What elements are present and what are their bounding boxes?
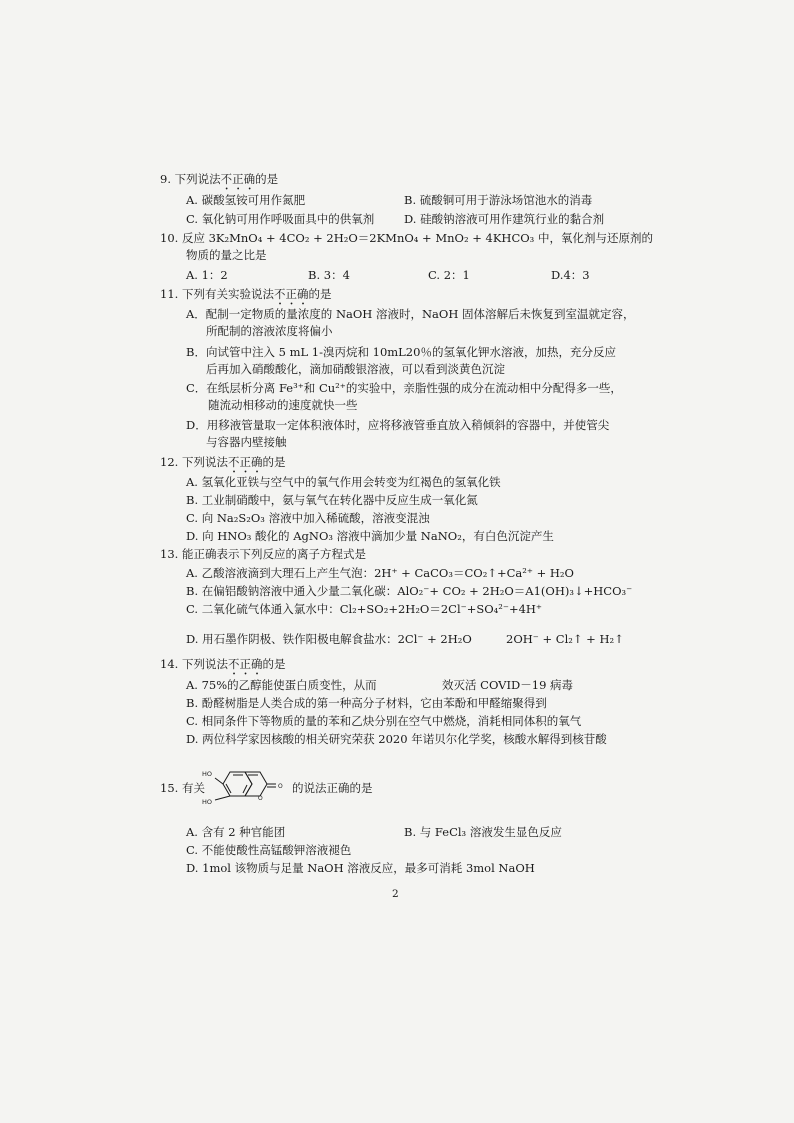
q11-option-c-line2: 随流动相移动的速度就快一些 [208,398,358,412]
q13-stem: 13. 能正确表示下列反应的离子方程式是 [160,547,366,561]
q9-option-a: A. 碳酸氢铵可用作氮肥 [186,193,306,207]
q12-stem: 12. 下列说法不正确的是 [160,455,286,469]
page-number: 2 [392,888,399,900]
q13-option-d-left: D. 用石墨作阴极、铁作阳极电解食盐水：2Cl⁻ + 2H₂O [186,632,472,646]
q11-option-a-line1: A．配制一定物质的量浓度的 NaOH 溶液时，NaOH 固体溶解后未恢复到室温就定容， [186,307,635,321]
q14-option-d: D. 两位科学家因核酸的相关研究荣获 2020 年诺贝尔化学奖，核酸水解得到核苷酸 [186,732,607,746]
q11-option-b-line2: 后再加入硝酸酸化，滴加硝酸银溶液，可以看到淡黄色沉淀 [206,362,505,376]
q9-stem: 9. 下列说法不正确的是 [160,172,279,186]
q15-option-b: B. 与 FeCl₃ 溶液发生显色反应 [404,825,562,839]
q12-option-d: D. 向 HNO₃ 酸化的 AgNO₃ 溶液中滴加少量 NaNO₂，有白色沉淀产生 [186,529,554,543]
q15-stem-pre: 15. 有关 [160,781,205,795]
q14-option-a-right: 效灭活 COVID－19 病毒 [442,678,574,692]
q14-stem: 14. 下列说法不正确的是 [160,657,286,671]
hydroxyl-label-bottom: HO [202,798,213,806]
q13-option-c: C. 二氧化硫气体通入氯水中：Cl₂+SO₂+2H₂O＝2Cl⁻+SO₄²⁻+4H⁺ [186,602,543,616]
q11-option-d-line2: 与容器内壁接触 [206,435,287,449]
q14-option-b: B. 酚醛树脂是人类合成的第一种高分子材料，它由苯酚和甲醛缩聚得到 [186,696,547,710]
q12-option-a: A. 氢氧化亚铁与空气中的氧气作用会转变为红褐色的氢氧化铁 [186,475,501,489]
ring-oxygen-label: O [258,795,263,802]
q10-option-d: D.4：3 [551,268,590,282]
q10-stem-line2: 物质的量之比是 [186,248,267,262]
q15-option-a: A. 含有 2 种官能团 [186,825,286,839]
q11-option-b-line1: B．向试管中注入 5 mL 1-溴丙烷和 10mL20％的氢氧化钾水溶液，加热，充分反应 [186,345,616,359]
q12-option-c: C. 向 Na₂S₂O₃ 溶液中加入稀硫酸，溶液变混浊 [186,511,430,525]
q9-option-d: D. 硅酸钠溶液可用作建筑行业的黏合剂 [404,212,605,226]
q13-option-b: B. 在偏铝酸钠溶液中通入少量二氧化碳：AlO₂⁻+ CO₂ + 2H₂O＝A1(OH)₃↓+HCO₃⁻ [186,584,633,598]
q10-option-a: A. 1：2 [186,268,228,282]
q12-option-b: B. 工业制硝酸中，氨与氧气在转化器中反应生成一氧化氮 [186,493,478,507]
q11-option-d-line1: D．用移液管量取一定体积液体时，应将移液管垂直放入稍倾斜的容器中，并使管尖 [186,418,610,432]
q10-stem-line1: 10. 反应 3K₂MnO₄ + 4CO₂ + 2H₂O＝2KMnO₄ + MnO₂ + 4KHCO₃ 中，氧化剂与还原剂的 [160,231,653,245]
q13-option-d-right: 2OH⁻ + Cl₂↑ + H₂↑ [506,632,624,646]
q11-option-c-line1: C．在纸层析分离 Fe³⁺和 Cu²⁺的实验中，亲脂性强的成分在流动相中分配得多一些， [186,381,622,395]
q9-option-c: C. 氧化钠可用作呼吸面具中的供氧剂 [186,212,375,226]
q10-option-c: C. 2：1 [428,268,470,282]
carbonyl-oxygen-label: O [278,783,283,790]
esculetin-structure-diagram [200,766,296,808]
q9-option-b: B. 硫酸铜可用于游泳场馆池水的消毒 [404,193,593,207]
q11-stem: 11. 下列有关实验说法不正确的是 [160,287,332,301]
q15-option-d: D. 1mol 该物质与足量 NaOH 溶液反应，最多可消耗 3mol NaOH [186,861,535,875]
q10-option-b: B. 3：4 [308,268,350,282]
q15-stem-post: 的说法正确的是 [292,781,373,795]
q13-option-a: A. 乙酸溶液滴到大理石上产生气泡：2H⁺ + CaCO₃＝CO₂↑+Ca²⁺ + H₂O [186,566,574,580]
q14-option-a-left: A. 75%的乙醇能使蛋白质变性，从而 [186,678,377,692]
q11-option-a-line2: 所配制的溶液浓度将偏小 [206,324,333,338]
hydroxyl-label-top: HO [202,770,213,778]
q15-option-c: C. 不能使酸性高锰酸钾溶液褪色 [186,843,352,857]
q14-option-c: C. 相同条件下等物质的量的苯和乙炔分别在空气中燃烧，消耗相同体积的氧气 [186,714,582,728]
